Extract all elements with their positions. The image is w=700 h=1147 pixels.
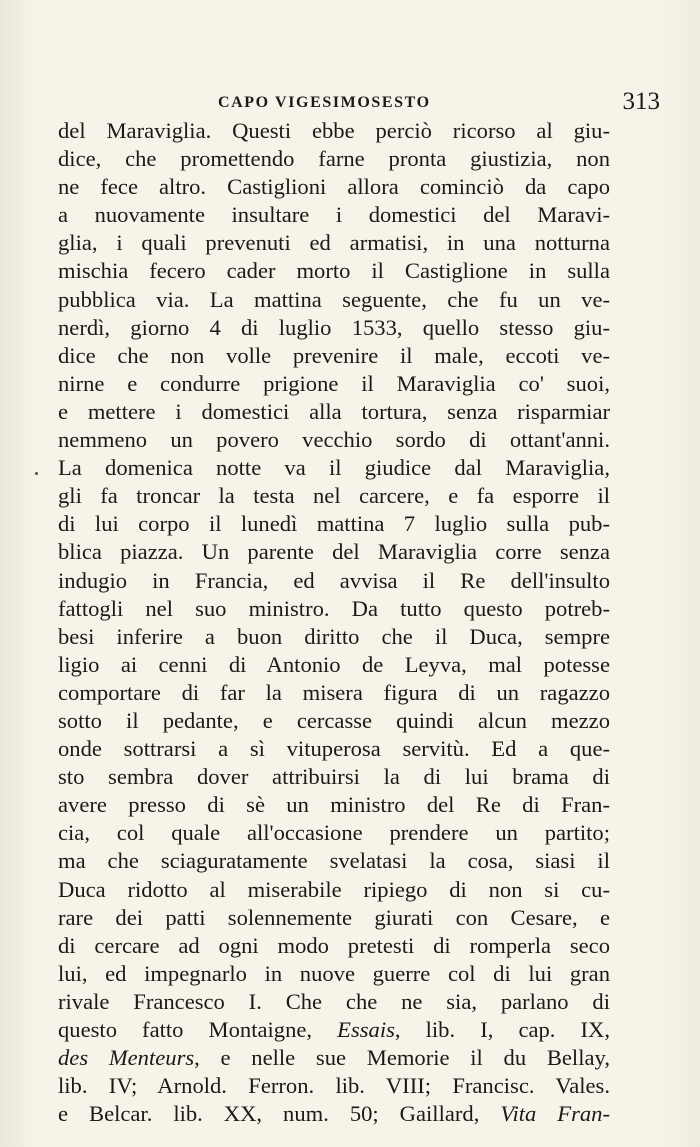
- text-line-citation: [58, 1100, 610, 1128]
- margin-mark: [35, 472, 38, 475]
- text-line: del Maraviglia. Questi ebbe perciò ricorso al giu-: [58, 118, 610, 143]
- text-segment: , lib. I, cap. IX,: [394, 1017, 610, 1042]
- text-line: nirne e condurre prigione il Maraviglia co' suoi,: [58, 370, 610, 396]
- text-line-citation: [58, 1016, 610, 1044]
- text-segment: questo fatto Montaigne,: [58, 1017, 338, 1042]
- text-line: glia, i quali prevenuti ed armatisi, in una notturna: [58, 230, 610, 256]
- text-line: avere presso di sè un ministro del Re di Fran-: [58, 792, 610, 818]
- text-line: nemmeno un povero vecchio sordo di ottant'anni.: [58, 427, 610, 453]
- text-line: besi inferire a buon diritto che il Duca, sempre: [58, 623, 610, 649]
- page-header: [58, 88, 678, 120]
- page-number: 313: [622, 88, 660, 115]
- text-line: fattogli nel suo ministro. Da tutto questo potreb-: [58, 595, 610, 621]
- text-line: dice che non volle prevenire il male, eccoti ve-: [58, 342, 610, 368]
- text-line: rivale Francesco I. Che che ne sia, parlano di: [58, 988, 610, 1014]
- text-line: indugio in Francia, ed avvisa il Re dell'insulto: [58, 567, 610, 593]
- text-line: ligio ai cenni di Antonio de Leyva, mal potesse: [58, 651, 610, 677]
- text-line-citation: [58, 1044, 610, 1072]
- text-line: rare dei patti solennemente giurati con Cesare, e: [58, 904, 610, 930]
- italic-title: des Menteurs: [58, 1045, 195, 1071]
- text-line: dice, che promettendo farne pronta giustizia, non: [58, 146, 610, 172]
- body-text: [58, 117, 610, 1128]
- text-line: a nuovamente insultare i domestici del Maravi-: [58, 202, 610, 228]
- text-line: onde sottrarsi a sì vituperosa servitù. Ed a que-: [58, 736, 610, 762]
- italic-title: Essais: [337, 1017, 395, 1042]
- running-head: CAPO VIGESIMOSESTO: [218, 94, 431, 111]
- text-line: pubblica via. La mattina seguente, che fu un ve-: [58, 286, 610, 312]
- text-line: gli fa troncar la testa nel carcere, e fa esporre il: [58, 483, 610, 509]
- text-line: mischia fecero cader morto il Castiglione in sulla: [58, 258, 610, 284]
- text-line: lib. IV; Arnold. Ferron. lib. VIII; Francisc. Vales.: [58, 1073, 610, 1099]
- text-line: sotto il pedante, e cercasse quindi alcun mezzo: [58, 707, 610, 733]
- text-line: di cercare ad ogni modo pretesti di romperla seco: [58, 932, 610, 958]
- text-line: nerdì, giorno 4 di luglio 1533, quello stesso giu-: [58, 314, 610, 340]
- text-segment: e Belcar. lib. XX, num. 50; Gaillard,: [58, 1101, 501, 1127]
- text-line: Duca ridotto al miserabile ripiego di non si cu-: [58, 876, 610, 902]
- text-line: lui, ed impegnarlo in nuove guerre col di lui gran: [58, 960, 610, 986]
- text-segment: , e nelle sue Memorie il du Bellay,: [194, 1045, 610, 1071]
- text-line: ne fece altro. Castiglioni allora cominciò da capo: [58, 174, 610, 200]
- text-line: ma che sciaguratamente svelatasi la cosa, siasi il: [58, 848, 610, 874]
- text-line: blica piazza. Un parente del Maraviglia corre senza: [58, 539, 610, 565]
- italic-title: Vita Fran-: [500, 1101, 610, 1127]
- text-line: cia, col quale all'occasione prendere un partito;: [58, 820, 610, 846]
- text-line: e mettere i domestici alla tortura, senza risparmiar: [58, 398, 610, 424]
- text-line: La domenica notte va il giudice dal Maraviglia,: [58, 455, 610, 481]
- text-line: sto sembra dover attribuirsi la di lui brama di: [58, 764, 610, 790]
- text-line: comportare di far la misera figura di un ragazzo: [58, 679, 610, 705]
- text-line: di lui corpo il lunedì mattina 7 luglio sulla pub-: [58, 511, 610, 537]
